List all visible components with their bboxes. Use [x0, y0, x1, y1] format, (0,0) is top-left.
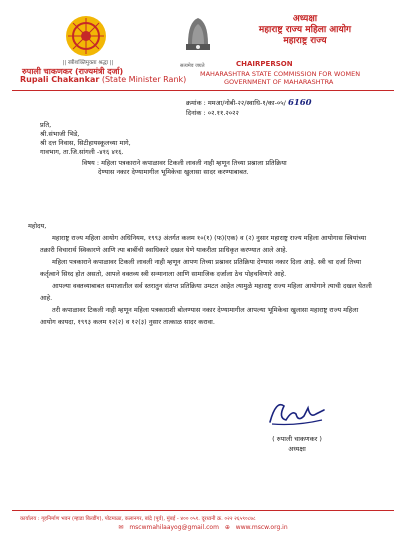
chairperson-name-marathi: रुपाली चाकणकर (राज्यमंत्री दर्जा) — [22, 67, 124, 76]
mail-icon: ✉ — [118, 524, 124, 531]
footer-email[interactable]: mscwmahilaayog@gmail.com — [129, 524, 219, 531]
globe-icon: ⊕ — [224, 524, 230, 531]
footer-contact — [0, 524, 406, 531]
footer-divider — [12, 510, 394, 511]
designation-marathi: अध्यक्षा — [292, 14, 318, 24]
recipient-address-line1: श्री दत्त निवास, सिटीहायस्कूलच्या मागे, — [40, 139, 131, 147]
commission-header-marathi — [220, 14, 390, 47]
government-english-line: GOVERNMENT OF MAHARASHTRA — [224, 78, 334, 86]
subject-line2: देण्यास नकार देण्यामागील भूमिकेचा खुलासा सादर करण्याबाबत. — [98, 168, 249, 176]
reference-number — [186, 98, 312, 108]
designation-english: CHAIRPERSON — [236, 60, 293, 68]
reference-number-label: क्रमांक : ममआ/नोबी-२२/स्वाधि-१/का-०५/ — [186, 99, 286, 107]
subject-block — [82, 159, 337, 177]
subject-line1: विषय : महिला पत्रकाराने कपाळावर टिकली लावली नाही म्हणून तिच्या प्रश्नाला प्रतिक्रिया — [82, 159, 287, 167]
body-paragraph-3: आपल्या वक्तव्याबाबत समाजातील सर्व स्तरातुन संतप्त प्रतिक्रिया उमटत आहेत त्यामुळे महाराष्ट्र राज्य महिला आयोगाने त्याची दखल घेतली आहे. — [40, 282, 372, 302]
left-motto: || स्त्रीशक्तिमुक्ता श्रद्धा || — [62, 60, 114, 66]
handwritten-signature — [262, 396, 328, 430]
reference-date: दिनांक : ०२.११.२०२२ — [186, 109, 239, 117]
commission-name-english — [200, 70, 400, 86]
commission-name-marathi: महाराष्ट्र राज्य महिला आयोग — [258, 25, 352, 35]
reference-block — [186, 98, 312, 118]
recipient-block — [40, 121, 131, 157]
letter-body — [28, 220, 375, 328]
chairperson-name: Rupali Chakankar — [20, 75, 100, 84]
body-paragraph-2: महिला पत्रकाराने कपाळावर टिकली लावली नाही म्हणून आपण तिच्या प्रश्नावर प्रतिक्रिया देण्यास नकार दिला आहे. स्त्री चा दर्जा तिच्या कर्तृत्वाने सिध्द होत असतो, आपले वक्तव्य स्त्री सन्मानाला आणि सामाजिक दर्जाला ठेच पोहचविणारे आहे. — [40, 258, 362, 278]
commission-english-line: MAHARASHTRA STATE COMMISSION FOR WOMEN — [200, 70, 361, 78]
chairperson-name-english — [20, 75, 186, 84]
reference-number-handwritten: 6160 — [287, 98, 312, 108]
body-paragraph-4: तरी कपाळावर टिकली नाही म्हणून महिला पत्रकाराशी बोलण्यास नकार देण्यामागील आपल्या भूमिकेचा खुलासा महाराष्ट्र राज्य महिला आयोग कायदा, १९९३ कलम १२(२) व १२(३) नुसार तात्काळ सादर करावा. — [40, 306, 359, 326]
center-motto: सत्यमेव जयते — [180, 63, 205, 69]
footer-website[interactable]: www.mscw.org.in — [235, 524, 288, 531]
ashoka-emblem-icon — [178, 14, 218, 60]
salutation: महोदय, — [28, 222, 47, 230]
recipient-address-line2: गावभाग, ता.जि.सांगली -४१६ ४१६. — [40, 148, 124, 156]
header-divider — [12, 90, 394, 91]
recipient-prefix: प्रति, — [40, 121, 52, 129]
commission-emblem-icon — [64, 14, 108, 58]
signatory-block — [262, 434, 332, 454]
signatory-designation: अध्यक्षा — [288, 445, 306, 453]
office-address: कार्यालय : गृहनिर्माण भवन (म्हाडा बिल्डींग), पोटमाळा, कलानगर, बांद्रे (पूर्व), मुंबई - ४०० ०५१. दूरध्वनी क्र. ०२२ २६५९०८७८ — [20, 516, 256, 522]
chairperson-rank: (State Minister Rank) — [101, 75, 187, 84]
government-marathi: महाराष्ट्र राज्य — [283, 36, 327, 46]
recipient-name: श्री.संभाजी भिडे, — [40, 130, 80, 138]
body-paragraph-1: महाराष्ट्र राज्य महिला आयोग अधिनियम, १९९३ अंतर्गत कलम १०(१) (फ)(एक) व (२) नुसार महाराष्ट्र राज्य महिला आयोगास स्त्रियांच्या तक्रारी विचारार्थ स्विकारणे आणि त्या बाबींची स्वाधिकारे दखल घेणे याकरीता प्राधिकृत करण्यात आले आहे. — [40, 234, 367, 254]
signatory-name: ( रुपाली चाकणकर ) — [272, 435, 322, 443]
